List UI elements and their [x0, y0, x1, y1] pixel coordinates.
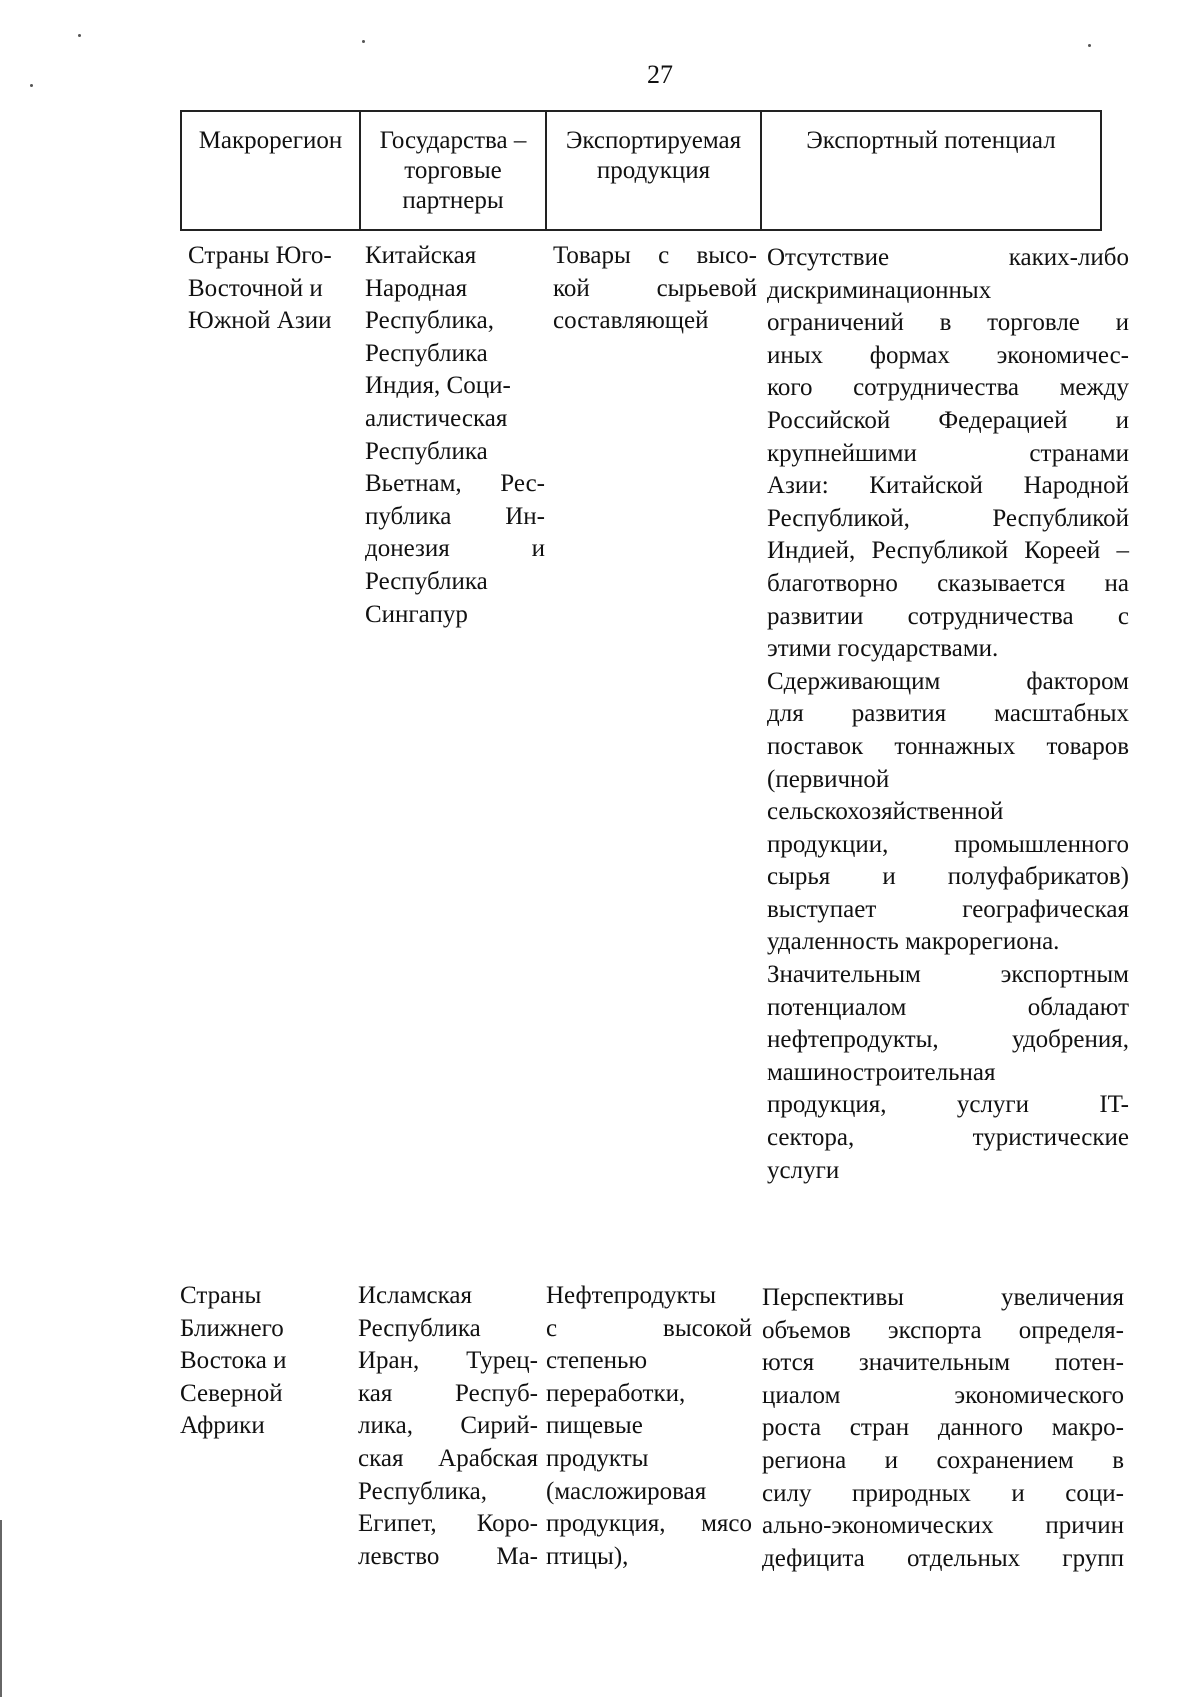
- row2-products: [546, 1280, 752, 1573]
- text-line: дискриминационных: [767, 276, 992, 304]
- text-line: удаленность макрорегиона.: [767, 928, 1060, 956]
- header-line: Государства –: [379, 127, 527, 154]
- text-line: крупнейшими странами: [767, 439, 1129, 467]
- text-line: выступает географическая: [767, 895, 1129, 923]
- text-line: Индией, Республикой Кореей –: [767, 537, 1129, 565]
- header-macroregion: [182, 112, 361, 229]
- text-line: этими государствами.: [767, 635, 999, 663]
- text-line: ально-экономических причин: [762, 1512, 1124, 1540]
- text-line: машиностроительная: [767, 1058, 996, 1086]
- text-line: лика, Сирий-: [358, 1412, 538, 1440]
- text-line: Иран, Турец-: [358, 1347, 538, 1375]
- text-line: Республика,: [358, 1477, 488, 1505]
- row1-region: [188, 240, 358, 338]
- header-exported-products: [547, 112, 762, 229]
- text-line: Ближнего: [180, 1314, 284, 1342]
- header-line: Экспортный потенциал: [806, 127, 1056, 154]
- text-line: Российской Федерацией и: [767, 406, 1129, 434]
- text-line: ограничений в торговле и: [767, 309, 1129, 337]
- text-line: Сдерживающим фактором: [767, 667, 1129, 695]
- text-line: Индия, Соци-: [365, 372, 511, 400]
- scan-speck: [30, 84, 33, 87]
- text-line: Республика: [365, 437, 488, 465]
- text-line: Востока и: [180, 1347, 287, 1375]
- text-line: ются значительным потен-: [762, 1349, 1124, 1377]
- text-line: кого сотрудничества между: [767, 374, 1129, 402]
- text-line: нефтепродукты, удобрения,: [767, 1026, 1129, 1054]
- text-line: донезия и: [365, 535, 545, 563]
- text-line: Африки: [180, 1412, 265, 1440]
- text-line: Египет, Коро-: [358, 1510, 538, 1538]
- header-export-potential: [762, 112, 1100, 229]
- text-line: Исламская: [358, 1282, 473, 1309]
- header-line: Макрорегион: [198, 127, 343, 154]
- text-line: составляющей: [553, 307, 709, 335]
- text-line: степенью: [546, 1347, 648, 1375]
- scan-speck: [1088, 44, 1091, 47]
- text-line: алистическая: [365, 404, 508, 432]
- text-line: кая Респуб-: [358, 1379, 538, 1407]
- header-line: Экспортируемая: [565, 127, 742, 154]
- scan-margin-mark: [0, 1520, 2, 1697]
- text-line: иных формах экономичес-: [767, 341, 1129, 369]
- text-line: публика Ин-: [365, 502, 545, 530]
- table-header: [180, 110, 1102, 231]
- text-line: благотворно сказывается на: [767, 569, 1129, 597]
- text-line: потенциалом обладают: [767, 993, 1129, 1021]
- text-line: для развития масштабных: [767, 700, 1129, 728]
- text-line: продукция, услуги IT-: [767, 1091, 1129, 1119]
- text-line: циалом экономического: [762, 1381, 1124, 1409]
- text-line: дефицита отдельных групп: [762, 1544, 1124, 1572]
- text-line: сырья и полуфабрикатов): [767, 863, 1129, 891]
- text-line: Республика: [358, 1314, 481, 1342]
- text-line: Республика: [365, 339, 488, 367]
- text-line: птицы),: [546, 1542, 629, 1570]
- text-line: Значительным экспортным: [767, 961, 1129, 989]
- text-line: сельскохозяйственной: [767, 798, 1004, 826]
- text-line: объемов экспорта определя-: [762, 1316, 1124, 1344]
- text-line: продукции, промышленного: [767, 830, 1129, 858]
- text-line: левство Ма-: [358, 1542, 538, 1570]
- text-line: Южной Азии: [188, 307, 332, 335]
- row2-states: [358, 1280, 538, 1573]
- row2-region: [180, 1280, 330, 1443]
- text-line: Республика,: [365, 307, 495, 335]
- text-line: силу природных и соци-: [762, 1479, 1124, 1507]
- row1-products: [553, 240, 757, 338]
- text-line: Товары с высо-: [553, 242, 757, 269]
- row1-potential: [767, 242, 1129, 1187]
- text-line: роста стран данного макро-: [762, 1414, 1124, 1442]
- text-line: переработки,: [546, 1379, 686, 1407]
- text-line: Нефтепродукты: [546, 1282, 717, 1309]
- text-line: региона и сохранением в: [762, 1446, 1124, 1474]
- text-line: ская Арабская: [358, 1444, 538, 1472]
- text-line: продукты: [546, 1444, 649, 1472]
- text-line: сектора, туристические: [767, 1124, 1129, 1152]
- header-line: продукция: [596, 157, 711, 184]
- row1-states: [365, 240, 545, 631]
- text-line: Восточной и: [188, 274, 323, 302]
- row2-potential: [762, 1282, 1124, 1575]
- text-line: Азии: Китайской Народной: [767, 472, 1129, 500]
- text-line: пищевые: [546, 1412, 643, 1440]
- scan-speck: [362, 40, 365, 43]
- text-line: Китайская: [365, 242, 477, 269]
- text-line: Республикой, Республикой: [767, 504, 1129, 532]
- text-line: Республика: [365, 567, 488, 595]
- text-line: кой сырьевой: [553, 274, 757, 302]
- header-partner-states: [361, 112, 547, 229]
- text-line: Страны Юго-: [188, 242, 332, 269]
- text-line: Отсутствие каких-либо: [767, 244, 1129, 271]
- text-line: Страны: [180, 1282, 262, 1309]
- scan-speck: [78, 34, 81, 37]
- text-line: с высокой: [546, 1314, 752, 1342]
- text-line: Сингапур: [365, 600, 468, 628]
- header-line: партнеры: [402, 187, 504, 214]
- text-line: продукция, мясо: [546, 1510, 752, 1538]
- text-line: Народная: [365, 274, 468, 302]
- text-line: Перспективы увеличения: [762, 1284, 1124, 1311]
- header-line: торговые: [404, 157, 502, 184]
- text-line: поставок тоннажных товаров: [767, 732, 1129, 760]
- text-line: развитии сотрудничества с: [767, 602, 1129, 630]
- text-line: (масложировая: [546, 1477, 707, 1505]
- page-number: 27: [647, 60, 673, 89]
- text-line: услуги: [767, 1156, 840, 1184]
- text-line: Северной: [180, 1379, 283, 1407]
- text-line: (первичной: [767, 765, 890, 793]
- text-line: Вьетнам, Рес-: [365, 470, 545, 498]
